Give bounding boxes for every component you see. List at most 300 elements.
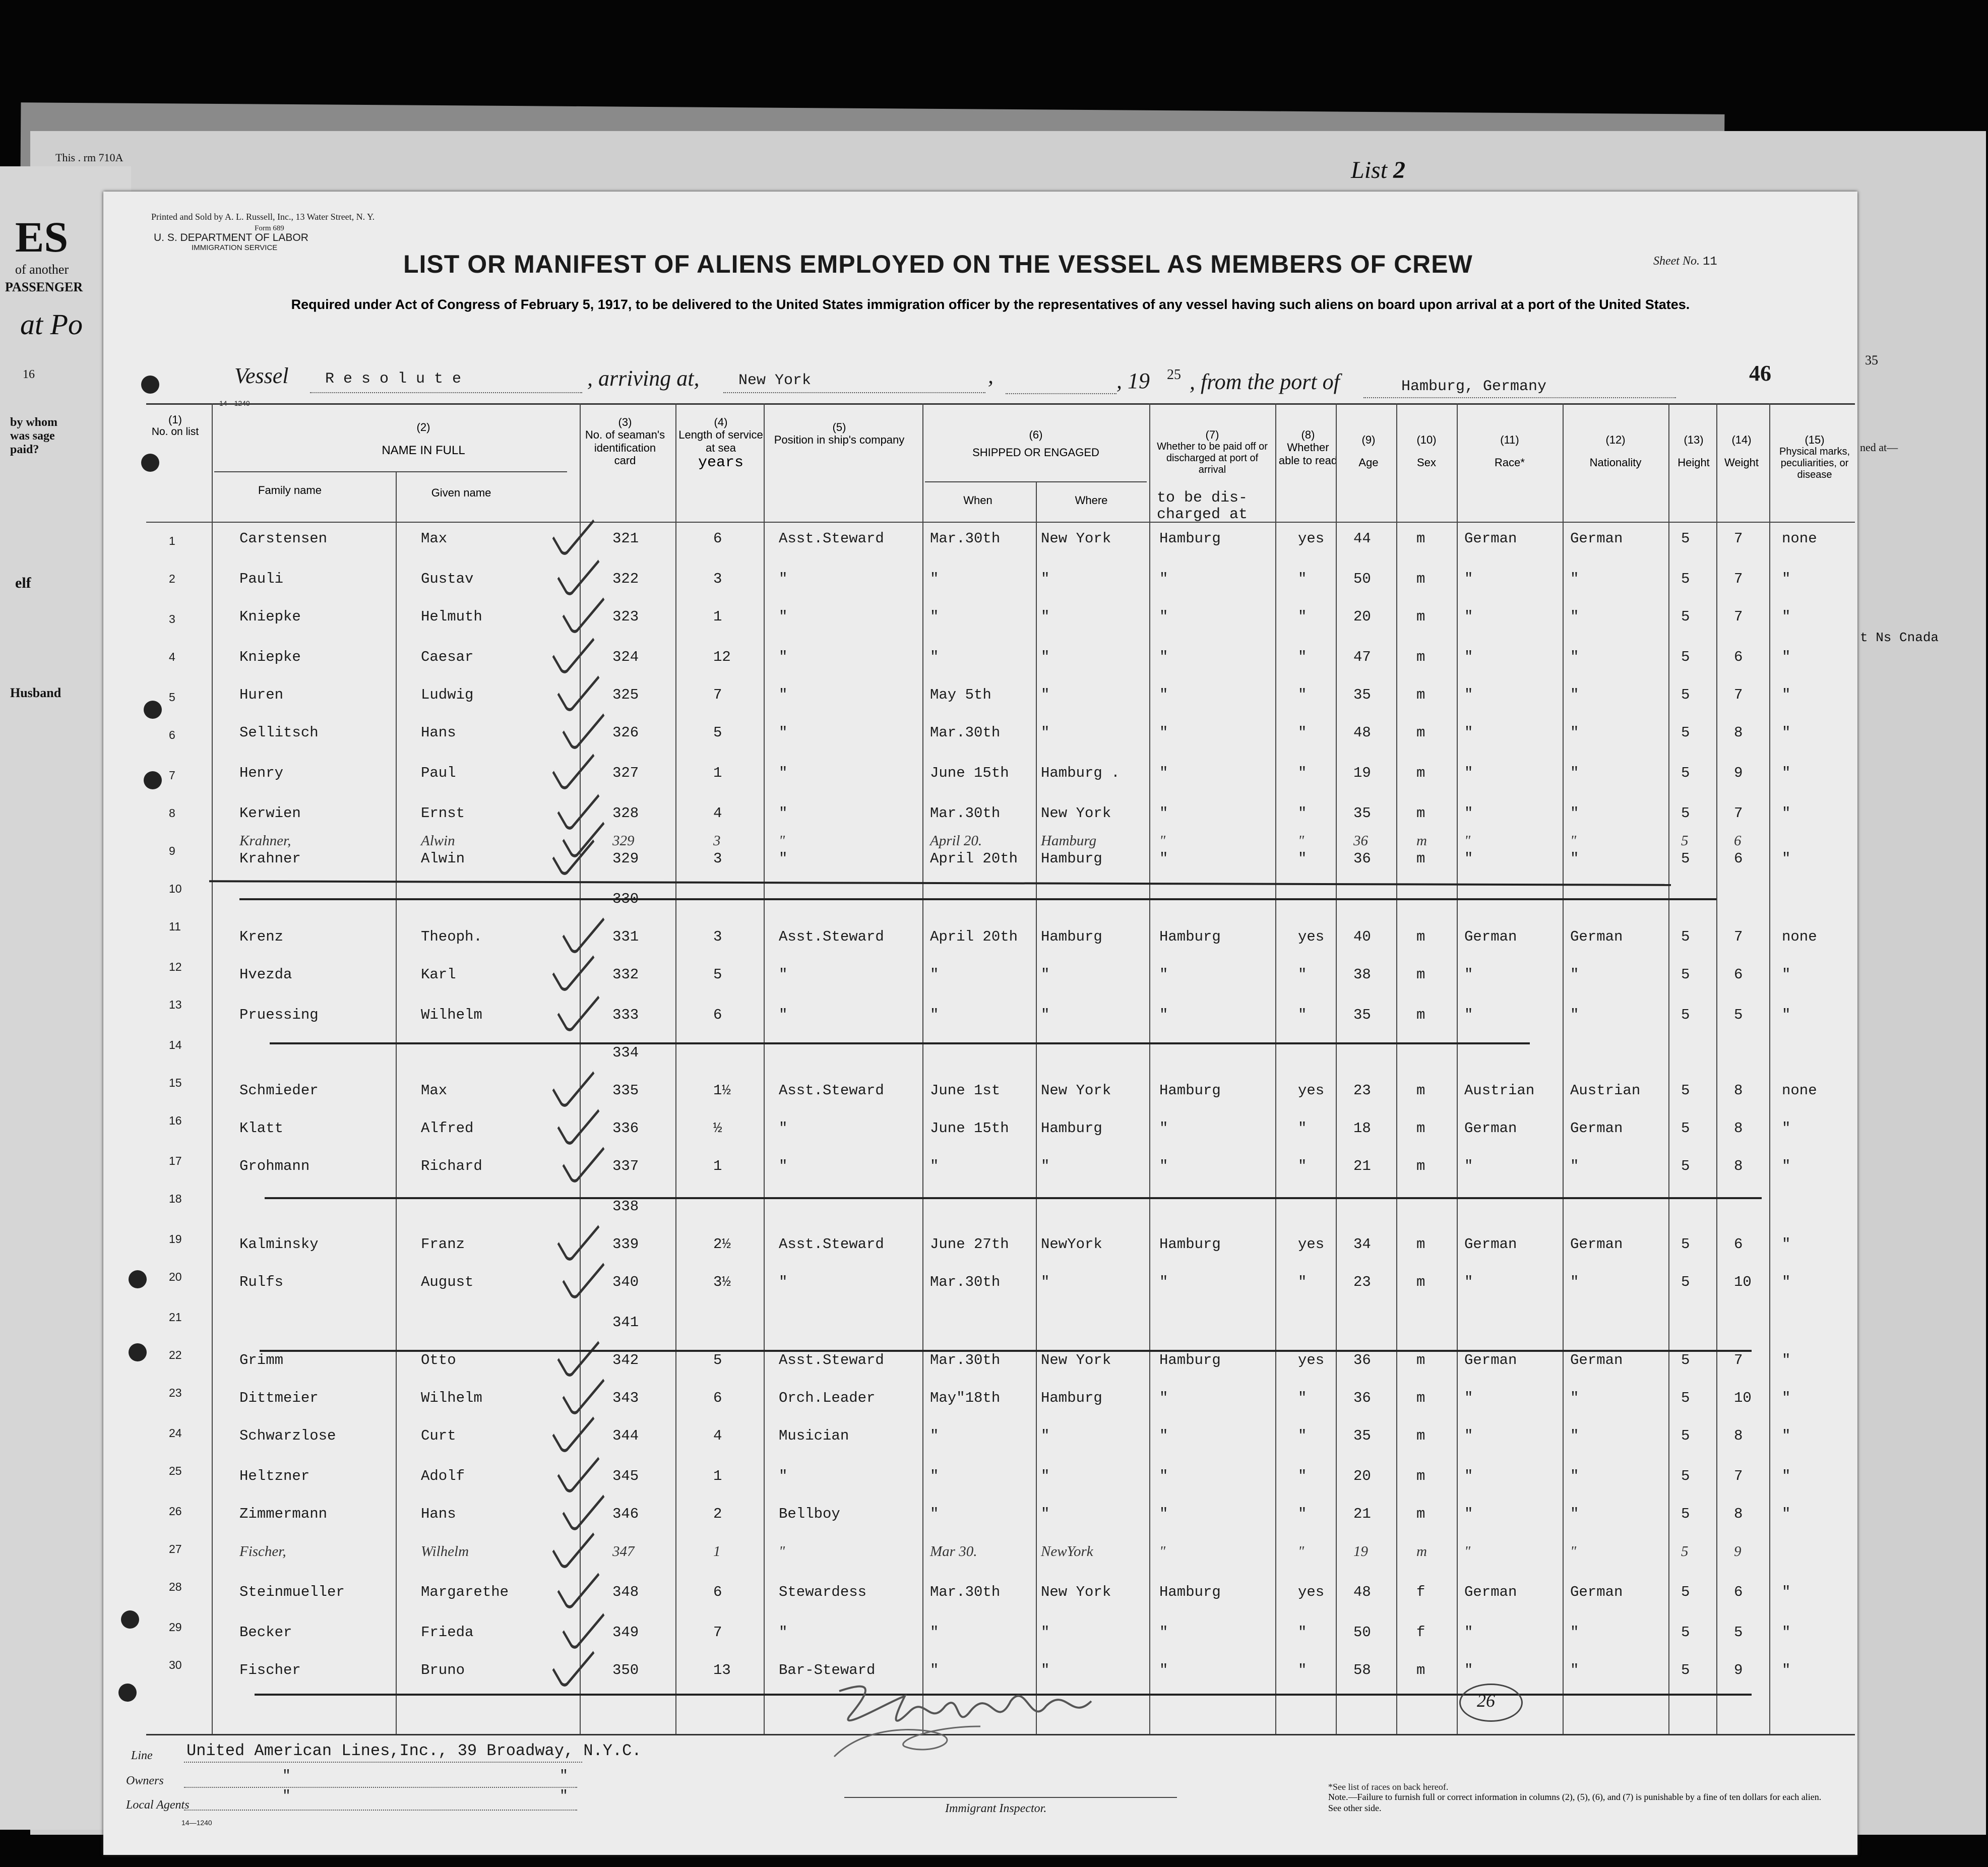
given-name: Alwin bbox=[421, 850, 465, 867]
weight: 9 bbox=[1734, 1543, 1742, 1560]
printer-line: Printed and Sold by A. L. Russell, Inc., 13 Water Street, N. Y. bbox=[151, 212, 375, 222]
service-years: 3½ bbox=[713, 1274, 731, 1290]
shipped-where: New York bbox=[1041, 805, 1111, 822]
margin-left-e: 16 bbox=[23, 368, 35, 381]
shipped-when: " bbox=[930, 1158, 939, 1174]
service-years: 1 bbox=[713, 1543, 721, 1560]
sex: m bbox=[1416, 1007, 1425, 1023]
height: 5 bbox=[1681, 765, 1690, 781]
given-name: Ludwig bbox=[421, 687, 474, 703]
position: Asst.Steward bbox=[779, 530, 884, 547]
service-years: 13 bbox=[713, 1662, 731, 1678]
height: 5 bbox=[1681, 805, 1690, 822]
discharge-port: " bbox=[1159, 1274, 1168, 1290]
shipped-when: Mar.30th bbox=[930, 724, 1001, 741]
margin-left-h: Husband bbox=[10, 686, 61, 700]
col9-header: (9) Age bbox=[1358, 433, 1379, 469]
row-number: 4 bbox=[169, 650, 175, 663]
nationality: " bbox=[1570, 850, 1579, 867]
height: 5 bbox=[1681, 1390, 1690, 1406]
family-name: Becker bbox=[239, 1624, 292, 1641]
physical-marks: " bbox=[1782, 1662, 1791, 1678]
page-title: LIST OR MANIFEST OF ALIENS EMPLOYED ON THE VESSEL AS MEMBERS OF CREW bbox=[403, 250, 1473, 278]
age: 23 bbox=[1353, 1274, 1371, 1290]
sex: m bbox=[1416, 1158, 1425, 1174]
card-number: 349 bbox=[612, 1624, 639, 1641]
shipped-where: Hamburg bbox=[1041, 928, 1102, 945]
card-number: 326 bbox=[612, 724, 639, 741]
physical-marks: " bbox=[1782, 1120, 1791, 1137]
family-name: Sellitsch bbox=[239, 724, 319, 741]
handwritten-signature bbox=[829, 1671, 1111, 1762]
date-comma: , bbox=[988, 363, 993, 388]
physical-marks: " bbox=[1782, 1236, 1791, 1253]
punch-hole bbox=[129, 1270, 147, 1288]
weight: 10 bbox=[1734, 1390, 1752, 1406]
row-number: 27 bbox=[169, 1542, 182, 1555]
shipped-where: New York bbox=[1041, 530, 1111, 547]
margin-left-d: at Po bbox=[20, 308, 83, 341]
shipped-where: " bbox=[1041, 571, 1050, 587]
weight: 6 bbox=[1734, 833, 1742, 849]
row-number: 22 bbox=[169, 1348, 182, 1361]
service-years: 1 bbox=[713, 765, 722, 781]
weight: 5 bbox=[1734, 1624, 1743, 1641]
col3-header: (3) No. of seaman's identification card bbox=[585, 416, 665, 467]
position: " bbox=[779, 571, 788, 587]
discharge-port: " bbox=[1159, 571, 1168, 587]
able-to-read: " bbox=[1298, 571, 1307, 587]
sex: m bbox=[1416, 1390, 1425, 1406]
punch-hole bbox=[141, 376, 159, 394]
owners-underline bbox=[184, 1787, 577, 1788]
card-number: 344 bbox=[612, 1427, 639, 1444]
race: " bbox=[1464, 608, 1473, 625]
discharge-port: Hamburg bbox=[1159, 928, 1221, 945]
family-name: Huren bbox=[239, 687, 284, 703]
inspector-signature-line bbox=[844, 1797, 1177, 1798]
given-name: Theoph. bbox=[421, 928, 482, 945]
height: 5 bbox=[1681, 649, 1690, 665]
margin-left-g: elf bbox=[15, 575, 31, 591]
card-number: 329 bbox=[612, 850, 639, 867]
col11-header: (11) Race* bbox=[1495, 433, 1525, 469]
given-name: August bbox=[421, 1274, 474, 1290]
discharge-port: Hamburg bbox=[1159, 1584, 1221, 1600]
punch-hole bbox=[118, 1684, 137, 1702]
card-number: 341 bbox=[612, 1314, 639, 1331]
position: Orch.Leader bbox=[779, 1390, 876, 1406]
able-to-read: " bbox=[1298, 1158, 1307, 1174]
owners-value-right: " bbox=[560, 1768, 568, 1784]
card-number: 331 bbox=[612, 928, 639, 945]
race: " bbox=[1464, 833, 1471, 849]
age: 35 bbox=[1353, 1007, 1371, 1023]
race: " bbox=[1464, 1007, 1473, 1023]
given-name: Bruno bbox=[421, 1662, 465, 1678]
family-name: Rulfs bbox=[239, 1274, 284, 1290]
card-number: 333 bbox=[612, 1007, 639, 1023]
agents-underline bbox=[184, 1810, 577, 1811]
weight: 8 bbox=[1734, 1506, 1743, 1522]
row-number: 9 bbox=[169, 844, 175, 857]
vessel-label: Vessel bbox=[234, 363, 289, 388]
margin-right-b: ned at— bbox=[1860, 441, 1898, 454]
sex: m bbox=[1416, 805, 1425, 822]
card-number: 327 bbox=[612, 765, 639, 781]
col10-header: (10) Sex bbox=[1416, 433, 1437, 469]
col-divider bbox=[1396, 403, 1397, 1734]
sex: m bbox=[1416, 724, 1425, 741]
height: 5 bbox=[1681, 1236, 1690, 1253]
local-agents-label: Local Agents bbox=[126, 1798, 190, 1812]
shipped-where: Hamburg . bbox=[1041, 765, 1120, 781]
physical-marks: " bbox=[1782, 765, 1791, 781]
sex: m bbox=[1416, 649, 1425, 665]
physical-marks: " bbox=[1782, 571, 1791, 587]
card-number: 350 bbox=[612, 1662, 639, 1678]
col-divider bbox=[675, 403, 676, 1734]
race: German bbox=[1464, 1236, 1517, 1253]
race: " bbox=[1464, 966, 1473, 983]
position: Asst.Steward bbox=[779, 1352, 884, 1368]
nationality: " bbox=[1570, 1468, 1579, 1484]
service-years: 5 bbox=[713, 966, 722, 983]
able-to-read: " bbox=[1298, 649, 1307, 665]
family-name: Kerwien bbox=[239, 805, 301, 822]
physical-marks: " bbox=[1782, 1274, 1791, 1290]
given-name: Margarethe bbox=[421, 1584, 509, 1600]
discharge-port: " bbox=[1159, 1543, 1166, 1560]
age: 20 bbox=[1353, 608, 1371, 625]
height: 5 bbox=[1681, 1427, 1690, 1444]
sex: m bbox=[1416, 966, 1425, 983]
age: 36 bbox=[1353, 1390, 1371, 1406]
nationality: Austrian bbox=[1570, 1082, 1641, 1099]
race: " bbox=[1464, 1390, 1473, 1406]
service-years: 2½ bbox=[713, 1236, 731, 1253]
shipped-when: " bbox=[930, 1427, 939, 1444]
service: IMMIGRATION SERVICE bbox=[192, 243, 278, 252]
col2-header: NAME IN FULL bbox=[382, 444, 465, 457]
shipped-when: Mar.30th bbox=[930, 1584, 1001, 1600]
position: " bbox=[779, 850, 788, 867]
weight: 7 bbox=[1734, 1352, 1743, 1368]
sex: m bbox=[1416, 928, 1425, 945]
position: " bbox=[779, 1543, 785, 1560]
discharge-port: " bbox=[1159, 1390, 1168, 1406]
col13-header: (13) Height bbox=[1678, 433, 1710, 469]
able-to-read: " bbox=[1298, 724, 1307, 741]
nationality: German bbox=[1570, 1120, 1623, 1137]
row-number: 26 bbox=[169, 1505, 182, 1518]
race: " bbox=[1464, 1543, 1471, 1560]
weight: 7 bbox=[1734, 530, 1743, 547]
card-number: 330 bbox=[612, 891, 639, 907]
race: " bbox=[1464, 1624, 1473, 1641]
sex: m bbox=[1416, 1236, 1425, 1253]
given-name: Paul bbox=[421, 765, 456, 781]
family-name: Fischer, bbox=[239, 1543, 286, 1560]
given-name: Curt bbox=[421, 1427, 456, 1444]
page-number: 46 bbox=[1749, 361, 1771, 386]
card-number: 336 bbox=[612, 1120, 639, 1137]
given-name: Ernst bbox=[421, 805, 465, 822]
height: 5 bbox=[1681, 687, 1690, 703]
height: 5 bbox=[1681, 724, 1690, 741]
position: " bbox=[779, 1007, 788, 1023]
back-strip-text: This . rm 710A bbox=[55, 151, 123, 164]
col-divider bbox=[1457, 403, 1458, 1734]
shipped-where: " bbox=[1041, 687, 1050, 703]
given-name-header: Given name bbox=[431, 486, 491, 499]
owners-value: " bbox=[282, 1768, 291, 1784]
shipped-where: " bbox=[1041, 649, 1050, 665]
position: Bellboy bbox=[779, 1506, 840, 1522]
row-number: 6 bbox=[169, 728, 175, 741]
family-name: Krahner, bbox=[239, 833, 291, 849]
col-divider bbox=[1563, 403, 1564, 1734]
family-name: Kniepke bbox=[239, 608, 301, 625]
nationality: " bbox=[1570, 1390, 1579, 1406]
position: " bbox=[779, 805, 788, 822]
nationality: " bbox=[1570, 724, 1579, 741]
inspector-label: Immigrant Inspector. bbox=[945, 1802, 1047, 1815]
age: 35 bbox=[1353, 805, 1371, 822]
shipped-when: Mar.30th bbox=[930, 1274, 1001, 1290]
race: " bbox=[1464, 850, 1473, 867]
physical-marks: " bbox=[1782, 1007, 1791, 1023]
shipped-when: June 15th bbox=[930, 1120, 1009, 1137]
able-to-read: " bbox=[1298, 1506, 1307, 1522]
card-number: 323 bbox=[612, 608, 639, 625]
family-name-header: Family name bbox=[258, 484, 322, 496]
family-name: Grimm bbox=[239, 1352, 284, 1368]
sex: m bbox=[1416, 850, 1425, 867]
margin-right-c: t Ns Cnada bbox=[1860, 630, 1939, 645]
race: German bbox=[1464, 1120, 1517, 1137]
able-to-read: " bbox=[1298, 1662, 1307, 1678]
service-years: 5 bbox=[713, 1352, 722, 1368]
given-name: Gustav bbox=[421, 571, 474, 587]
manifest-sheet bbox=[103, 192, 1857, 1855]
height: 5 bbox=[1681, 1584, 1690, 1600]
row-number: 11 bbox=[169, 920, 181, 933]
given-name: Wilhelm bbox=[421, 1543, 469, 1560]
col-divider bbox=[1036, 481, 1037, 1734]
able-to-read: yes bbox=[1298, 928, 1325, 945]
shipped-where: " bbox=[1041, 608, 1050, 625]
age: 19 bbox=[1353, 1543, 1368, 1560]
able-to-read: " bbox=[1298, 1543, 1304, 1560]
col7-note: to be dis-charged at bbox=[1157, 489, 1248, 523]
race: " bbox=[1464, 805, 1473, 822]
height: 5 bbox=[1681, 833, 1689, 849]
able-to-read: " bbox=[1298, 833, 1304, 849]
discharge-port: " bbox=[1159, 765, 1168, 781]
arriving-label: , arriving at, bbox=[587, 366, 700, 391]
col-divider bbox=[1336, 403, 1337, 1734]
race: " bbox=[1464, 1274, 1473, 1290]
able-to-read: yes bbox=[1298, 1584, 1325, 1600]
age: 48 bbox=[1353, 724, 1371, 741]
physical-marks: " bbox=[1782, 608, 1791, 625]
position: " bbox=[779, 765, 788, 781]
shipped-when: Mar 30. bbox=[930, 1543, 977, 1560]
weight: 6 bbox=[1734, 1584, 1743, 1600]
when-header: When bbox=[963, 494, 992, 507]
row-number: 21 bbox=[169, 1311, 182, 1324]
family-name: Henry bbox=[239, 765, 284, 781]
nationality: " bbox=[1570, 571, 1579, 587]
col5-header: (5) Position in ship's company bbox=[774, 421, 905, 447]
nationality: " bbox=[1570, 833, 1577, 849]
row-number: 1 bbox=[169, 534, 175, 547]
given-name: Hans bbox=[421, 724, 456, 741]
row-number: 10 bbox=[169, 882, 182, 895]
weight: 9 bbox=[1734, 765, 1743, 781]
able-to-read: " bbox=[1298, 608, 1307, 625]
physical-marks: " bbox=[1782, 687, 1791, 703]
age: 50 bbox=[1353, 571, 1371, 587]
row-number: 2 bbox=[169, 572, 175, 585]
col7-header: (7) Whether to be paid off or discharged at port of arrival bbox=[1157, 428, 1268, 476]
physical-marks: " bbox=[1782, 1624, 1791, 1641]
discharge-port: " bbox=[1159, 805, 1168, 822]
given-name: Karl bbox=[421, 966, 456, 983]
sex: m bbox=[1416, 687, 1425, 703]
sex: m bbox=[1416, 765, 1425, 781]
height: 5 bbox=[1681, 1506, 1690, 1522]
service-years: 1 bbox=[713, 1468, 722, 1484]
race: German bbox=[1464, 928, 1517, 945]
physical-marks: " bbox=[1782, 1390, 1791, 1406]
weight: 8 bbox=[1734, 1082, 1743, 1099]
service-years: ½ bbox=[713, 1120, 722, 1137]
row-number: 13 bbox=[169, 998, 182, 1011]
shipped-when: May"18th bbox=[930, 1390, 1001, 1406]
vessel-underline bbox=[310, 392, 582, 393]
family-name: Krenz bbox=[239, 928, 284, 945]
service-years: 6 bbox=[713, 1390, 722, 1406]
family-name: Heltzner bbox=[239, 1468, 310, 1484]
height: 5 bbox=[1681, 1082, 1690, 1099]
discharge-port: " bbox=[1159, 608, 1168, 625]
given-name: Wilhelm bbox=[421, 1007, 482, 1023]
able-to-read: yes bbox=[1298, 530, 1325, 547]
card-number: 335 bbox=[612, 1082, 639, 1099]
family-name: Kniepke bbox=[239, 649, 301, 665]
page-subtitle: Required under Act of Congress of February 5, 1917, to be delivered to the United States immigration officer by the representatives of any vessel having such aliens on board upon arrival at a port of the United States. bbox=[291, 297, 1690, 312]
physical-marks: " bbox=[1782, 724, 1791, 741]
able-to-read: " bbox=[1298, 1390, 1307, 1406]
punch-hole bbox=[141, 454, 159, 472]
position: Asst.Steward bbox=[779, 928, 884, 945]
given-name: Helmuth bbox=[421, 608, 482, 625]
age: 58 bbox=[1353, 1662, 1371, 1678]
sex: m bbox=[1416, 1543, 1427, 1560]
family-name: Pauli bbox=[239, 571, 284, 587]
card-number: 322 bbox=[612, 571, 639, 587]
shipped-where: " bbox=[1041, 1662, 1050, 1678]
nationality: " bbox=[1570, 649, 1579, 665]
able-to-read: " bbox=[1298, 805, 1307, 822]
position: " bbox=[779, 1468, 788, 1484]
position: " bbox=[779, 687, 788, 703]
physical-marks: none bbox=[1782, 928, 1817, 945]
discharge-port: Hamburg bbox=[1159, 1082, 1221, 1099]
position: Asst.Steward bbox=[779, 1236, 884, 1253]
age: 36 bbox=[1353, 833, 1368, 849]
shipped-where: New York bbox=[1041, 1584, 1111, 1600]
age: 48 bbox=[1353, 1584, 1371, 1600]
margin-left-f: by whom was sage paid? bbox=[10, 416, 58, 456]
shipped-where: " bbox=[1041, 1506, 1050, 1522]
race: " bbox=[1464, 571, 1473, 587]
age: 19 bbox=[1353, 765, 1371, 781]
sex: m bbox=[1416, 1506, 1425, 1522]
able-to-read: yes bbox=[1298, 1236, 1325, 1253]
table-top-rule bbox=[146, 403, 1855, 405]
shipped-where: Hamburg bbox=[1041, 1120, 1102, 1137]
row-number: 20 bbox=[169, 1270, 182, 1283]
given-name: Otto bbox=[421, 1352, 456, 1368]
race: " bbox=[1464, 687, 1473, 703]
height: 5 bbox=[1681, 1352, 1690, 1368]
shipped-when: " bbox=[930, 966, 939, 983]
line-underline bbox=[184, 1762, 582, 1763]
given-name: Caesar bbox=[421, 649, 474, 665]
col-divider bbox=[1668, 403, 1669, 1734]
col-divider bbox=[396, 471, 397, 1734]
sex: m bbox=[1416, 833, 1427, 849]
weight: 7 bbox=[1734, 687, 1743, 703]
discharge-port: Hamburg bbox=[1159, 1352, 1221, 1368]
discharge-port: " bbox=[1159, 850, 1168, 867]
discharge-port: " bbox=[1159, 1007, 1168, 1023]
age: 20 bbox=[1353, 1468, 1371, 1484]
margin-right-a: 35 bbox=[1865, 353, 1878, 367]
card-number: 328 bbox=[612, 805, 639, 822]
shipped-when: " bbox=[930, 1624, 939, 1641]
age: 36 bbox=[1353, 850, 1371, 867]
height: 5 bbox=[1681, 1007, 1690, 1023]
discharge-port: " bbox=[1159, 1427, 1168, 1444]
position: Bar-Steward bbox=[779, 1662, 876, 1678]
discharge-port: Hamburg bbox=[1159, 1236, 1221, 1253]
nationality: " bbox=[1570, 1624, 1579, 1641]
col2-number: (2) bbox=[416, 421, 430, 433]
family-name: Kalminsky bbox=[239, 1236, 319, 1253]
margin-left-b: of another bbox=[15, 262, 69, 277]
age: 18 bbox=[1353, 1120, 1371, 1137]
owners-label: Owners bbox=[126, 1774, 164, 1787]
punch-hole bbox=[144, 771, 162, 789]
shipped-when: June 1st bbox=[930, 1082, 1001, 1099]
position: " bbox=[779, 1624, 788, 1641]
footnote-races: *See list of races on back hereof. bbox=[1328, 1782, 1449, 1792]
shipped-when: " bbox=[930, 1662, 939, 1678]
age: 23 bbox=[1353, 1082, 1371, 1099]
nationality: German bbox=[1570, 1352, 1623, 1368]
physical-marks: " bbox=[1782, 850, 1791, 867]
physical-marks: " bbox=[1782, 1352, 1791, 1368]
row-number: 25 bbox=[169, 1464, 182, 1477]
position: " bbox=[779, 966, 788, 983]
age: 36 bbox=[1353, 1352, 1371, 1368]
position: " bbox=[779, 608, 788, 625]
row-number: 30 bbox=[169, 1658, 182, 1671]
